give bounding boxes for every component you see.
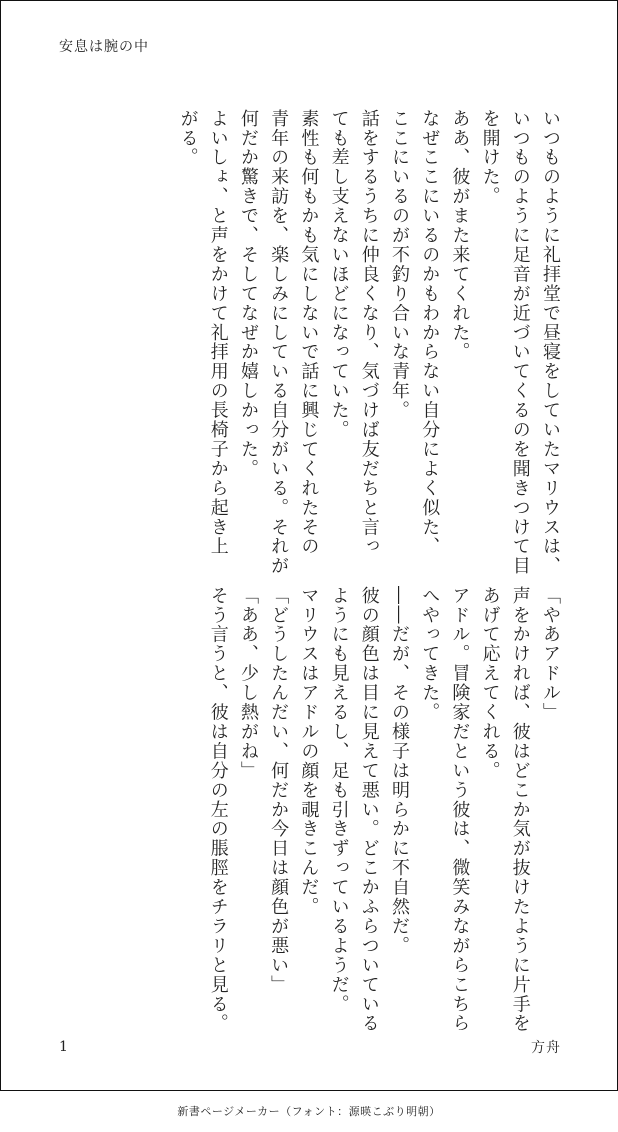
text-line: 青年の来訪を、楽しみにしている自分がいる。それが <box>268 109 290 576</box>
text-line: 話をするうちに仲良くなり、気づけば友だちと言っ <box>358 109 380 557</box>
text-line: がる。 <box>177 109 199 168</box>
text-line: 「どうしたんだい、何だか今日は顔色が悪い」 <box>268 586 290 995</box>
text-line: 彼の顔色は目に見えて悪い。どこかふらついている <box>358 586 380 1034</box>
text-line: 「ああ、少し熱がね」 <box>237 586 259 781</box>
text-line: 何だか驚きで、そしてなぜか嬉しかった。 <box>237 109 259 479</box>
text-line: いつものように礼拝堂で昼寝をしていたマリウスは、 <box>540 109 561 576</box>
text-block-top <box>45 109 565 576</box>
text-line: マリウスはアドルの顔を覗きこんだ。 <box>298 586 320 917</box>
author-name: 方舟 <box>531 1040 561 1056</box>
text-line: ても差し支えないほどになっていた。 <box>328 109 350 440</box>
text-line: あげて応えてくれる。 <box>479 586 501 781</box>
page-number: 1 <box>59 1039 68 1055</box>
text-line: を開けた。 <box>479 109 501 207</box>
text-line: 声をかければ、彼はどこか気が抜けたように片手を <box>509 586 531 1034</box>
text-line: アドル。冒険家だという彼は、微笑みながらこちら <box>449 586 471 1034</box>
text-line: 「やあアドル」 <box>540 586 561 723</box>
text-line: よいしょ、と声をかけて礼拝用の長椅子から起き上 <box>207 109 229 557</box>
text-line: ああ、彼がまた来てくれた。 <box>449 109 471 362</box>
text-block-bottom <box>45 586 565 1034</box>
text-line: 素性も何もかも気にしないで話に興じてくれたその <box>298 109 320 557</box>
text-line: ――だが、その様子は明らかに不自然だ。 <box>388 586 410 956</box>
page-title: 安息は腕の中 <box>59 39 149 55</box>
text-line: いつものように足音が近づいてくるのを聞きつけて目 <box>509 109 531 576</box>
text-line: ここにいるのが不釣り合いな青年。 <box>388 109 410 421</box>
text-line: なぜここにいるのかもわからない自分によく似た、 <box>419 109 441 557</box>
text-line: そう言うと、彼は自分の左の脹脛をチラリと見る。 <box>207 586 229 1034</box>
text-line: へやってきた。 <box>419 586 441 723</box>
text-line: ようにも見えるし、足も引きずっているようだ。 <box>328 586 350 1014</box>
generator-caption: 新書ページメーカー（フォント：源暎こぶり明朝） <box>177 1105 441 1118</box>
